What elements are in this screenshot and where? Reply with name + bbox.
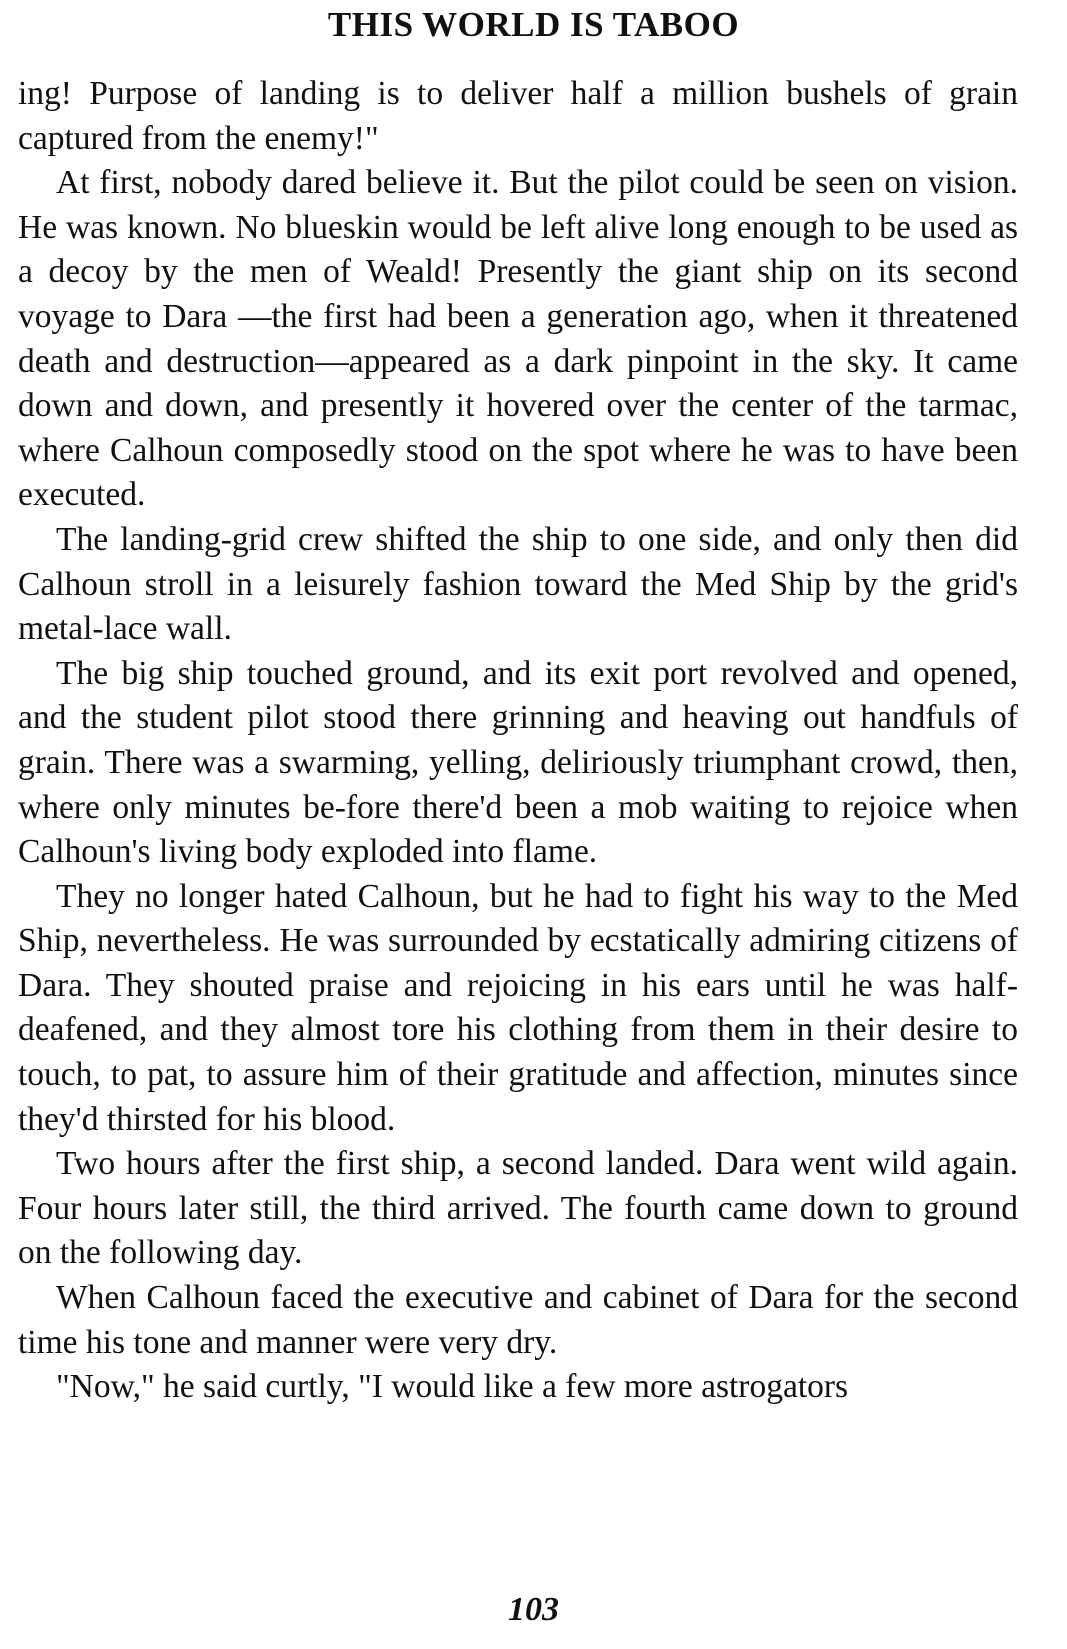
paragraph: "Now," he said curtly, "I would like a few more astrogators [56, 1368, 849, 1406]
paragraph: The big ship touched ground, and its exit port revolved and opened, and the student pilot stood there grinning and heaving out handfuls of grain. There was a swarming, yelling, deliriously triumphant crowd, then, where only minutes be-fore there'd been a mob waiting to rejoice when Calhoun's living body exploded into flame. [18, 654, 1018, 871]
paragraph: The landing-grid crew shifted the ship to one side, and only then did Calhoun stroll in a leisurely fashion toward the Med Ship by the grid's metal-lace wall. [18, 520, 1018, 648]
paragraph: When Calhoun faced the executive and cabinet of Dara for the second time his tone and manner were very dry. [18, 1279, 1018, 1361]
page-number: 103 [508, 1591, 559, 1628]
paragraph: Two hours after the first ship, a second landed. Dara went wild again. Four hours later still, the third arrived. The fourth came down to ground on the following day. [18, 1145, 1018, 1272]
paragraph: They no longer hated Calhoun, but he had to fight his way to the Med Ship, nevertheless. He was surrounded by ecstatically admiring citizens of Dara. They shouted praise and rejoicing in his ears until he was half-deafened, and they almost tore his clothing from them in their desire to touch, to pat, to assure him of their gratitude and affection, minutes since they'd thirsted for his blood. [18, 877, 1018, 1138]
body-text [18, 72, 1018, 1410]
paragraph-continued: ing! Purpose of landing is to deliver half a million bushels of grain captured from the enemy!" [18, 75, 1018, 157]
running-head: THIS WORLD IS TABOO [327, 5, 740, 44]
paragraph: At first, nobody dared believe it. But the pilot could be seen on vision. He was known. No blueskin would be left alive long enough to be used as a decoy by the men of Weald! Presently the giant ship on its second voyage to Dara —the first had been a generation ago, when it threatened death and destruction—appeared as a dark pinpoint in the sky. It came down and down, and presently it hovered over the center of the tarmac, where Calhoun composedly stood on the spot where he was to have been executed. [18, 164, 1018, 514]
